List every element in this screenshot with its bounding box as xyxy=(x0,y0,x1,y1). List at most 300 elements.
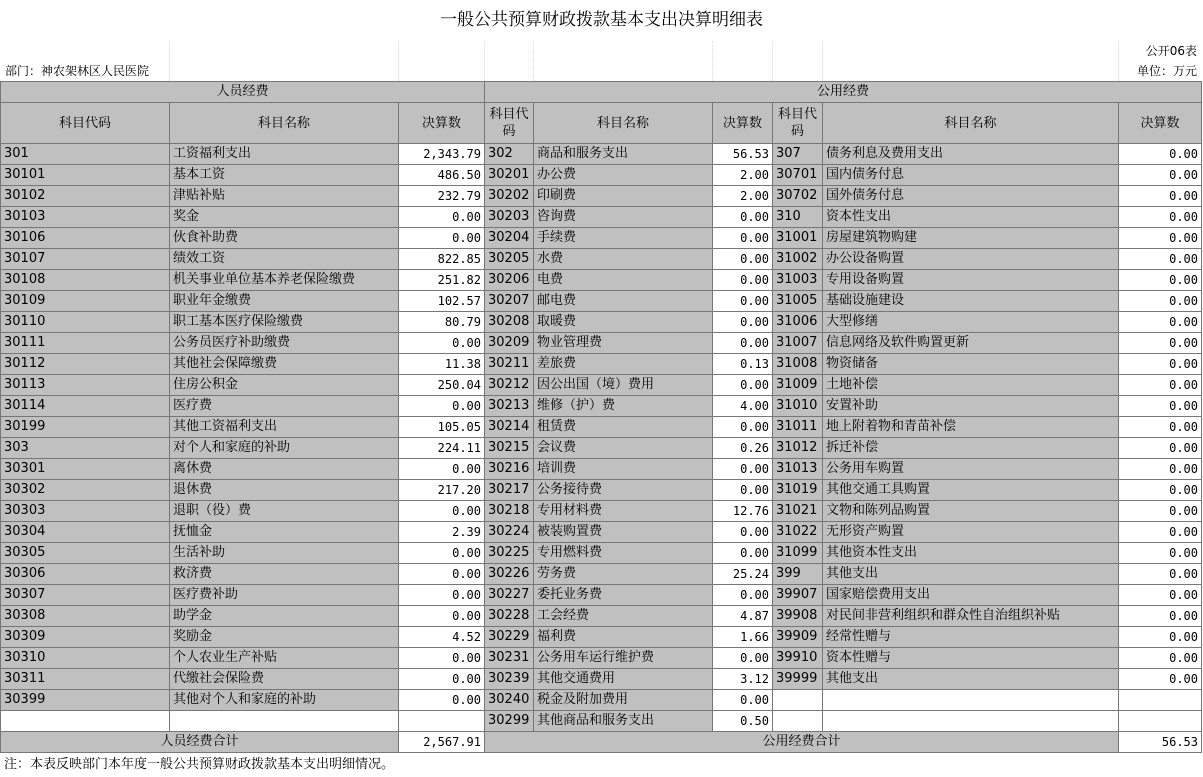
subject-code-cell: 31099 xyxy=(773,543,823,564)
personnel-total-label: 人员经费合计 xyxy=(1,732,399,753)
subject-name-cell: 手续费 xyxy=(534,228,713,249)
subject-name-cell: 水费 xyxy=(534,249,713,270)
subject-code-cell: 30108 xyxy=(1,270,170,291)
amount-cell: 3.12 xyxy=(713,669,773,690)
amount-cell: 0.00 xyxy=(1119,543,1202,564)
header-amount: 决算数 xyxy=(1119,103,1202,144)
subject-code-cell: 30217 xyxy=(485,480,534,501)
subject-code-cell: 30215 xyxy=(485,438,534,459)
amount-cell: 2.00 xyxy=(713,186,773,207)
amount-cell: 0.00 xyxy=(1119,207,1202,228)
subject-name-cell: 国外债务付息 xyxy=(823,186,1119,207)
amount-cell: 0.00 xyxy=(1119,585,1202,606)
subject-name-cell: 公务用车运行维护费 xyxy=(534,648,713,669)
subject-name-cell: 退休费 xyxy=(170,480,399,501)
subject-name-cell: 文物和陈列品购置 xyxy=(823,501,1119,522)
subject-code-cell xyxy=(773,711,823,732)
subject-code-cell: 31010 xyxy=(773,396,823,417)
amount-cell: 0.00 xyxy=(713,228,773,249)
subject-code-cell: 30304 xyxy=(1,522,170,543)
subject-code-cell: 30309 xyxy=(1,627,170,648)
amount-cell: 0.00 xyxy=(713,207,773,228)
subject-name-cell: 办公设备购置 xyxy=(823,249,1119,270)
subject-name-cell: 生活补助 xyxy=(170,543,399,564)
subject-name-cell: 债务利息及费用支出 xyxy=(823,144,1119,165)
subject-name-cell: 物资储备 xyxy=(823,354,1119,375)
subject-name-cell: 国内债务付息 xyxy=(823,165,1119,186)
subject-name-cell: 职业年金缴费 xyxy=(170,291,399,312)
subject-code-cell: 31012 xyxy=(773,438,823,459)
subject-name-cell: 对个人和家庭的补助 xyxy=(170,438,399,459)
subject-code-cell: 31005 xyxy=(773,291,823,312)
table-row xyxy=(1,396,1202,417)
subject-name-cell: 其他对个人和家庭的补助 xyxy=(170,690,399,711)
table-row xyxy=(1,165,1202,186)
subject-name-cell: 信息网络及软件购置更新 xyxy=(823,333,1119,354)
amount-cell: 0.00 xyxy=(713,291,773,312)
department-label: 部门：神农架林区人民医院 xyxy=(5,64,150,78)
subject-code-cell: 31003 xyxy=(773,270,823,291)
subject-name-cell: 个人农业生产补贴 xyxy=(170,648,399,669)
amount-cell: 0.00 xyxy=(399,228,485,249)
subject-name-cell: 办公费 xyxy=(534,165,713,186)
subject-code-cell: 30103 xyxy=(1,207,170,228)
subject-code-cell: 30308 xyxy=(1,606,170,627)
amount-cell: 0.00 xyxy=(1119,291,1202,312)
subject-name-cell: 委托业务费 xyxy=(534,585,713,606)
subject-code-cell: 30102 xyxy=(1,186,170,207)
subject-name-cell: 取暖费 xyxy=(534,312,713,333)
personnel-total-value: 2,567.91 xyxy=(399,732,485,753)
amount-cell: 0.00 xyxy=(399,207,485,228)
subject-name-cell: 职工基本医疗保险缴费 xyxy=(170,312,399,333)
subject-code-cell: 30307 xyxy=(1,585,170,606)
amount-cell: 25.24 xyxy=(713,564,773,585)
amount-cell: 0.00 xyxy=(713,459,773,480)
subject-code-cell: 30306 xyxy=(1,564,170,585)
subject-name-cell xyxy=(170,711,399,732)
amount-cell: 0.00 xyxy=(399,459,485,480)
amount-cell: 2,343.79 xyxy=(399,144,485,165)
amount-cell: 0.00 xyxy=(713,270,773,291)
subject-name-cell: 商品和服务支出 xyxy=(534,144,713,165)
subject-name-cell: 维修（护）费 xyxy=(534,396,713,417)
subject-name-cell: 专用材料费 xyxy=(534,501,713,522)
subject-code-cell: 30113 xyxy=(1,375,170,396)
subject-code-cell: 30311 xyxy=(1,669,170,690)
amount-cell: 0.00 xyxy=(1119,333,1202,354)
subject-code-cell xyxy=(773,690,823,711)
subject-code-cell: 30208 xyxy=(485,312,534,333)
subject-name-cell: 邮电费 xyxy=(534,291,713,312)
subject-name-cell: 津贴补贴 xyxy=(170,186,399,207)
amount-cell: 102.57 xyxy=(399,291,485,312)
subject-code-cell: 31009 xyxy=(773,375,823,396)
subject-code-cell: 30302 xyxy=(1,480,170,501)
amount-cell: 4.00 xyxy=(713,396,773,417)
amount-cell: 0.00 xyxy=(399,669,485,690)
amount-cell: 0.00 xyxy=(713,333,773,354)
amount-cell xyxy=(1119,711,1202,732)
amount-cell xyxy=(399,711,485,732)
amount-cell: 11.38 xyxy=(399,354,485,375)
subject-code-cell: 30106 xyxy=(1,228,170,249)
subject-name-cell: 其他交通费用 xyxy=(534,669,713,690)
subject-name-cell: 奖金 xyxy=(170,207,399,228)
subject-name-cell: 退职（役）费 xyxy=(170,501,399,522)
subject-name-cell: 专用燃料费 xyxy=(534,543,713,564)
subject-code-cell: 307 xyxy=(773,144,823,165)
subject-name-cell: 代缴社会保险费 xyxy=(170,669,399,690)
subject-code-cell: 31013 xyxy=(773,459,823,480)
subject-code-cell: 30224 xyxy=(485,522,534,543)
amount-cell: 0.00 xyxy=(399,690,485,711)
subject-code-cell: 310 xyxy=(773,207,823,228)
subject-name-cell: 救济费 xyxy=(170,564,399,585)
header-name: 科目名称 xyxy=(170,103,399,144)
subject-code-cell: 30399 xyxy=(1,690,170,711)
table-row xyxy=(1,249,1202,270)
amount-cell: 0.00 xyxy=(713,690,773,711)
amount-cell: 2.39 xyxy=(399,522,485,543)
amount-cell: 0.00 xyxy=(1119,648,1202,669)
expenditure-table xyxy=(0,81,1202,753)
subject-name-cell: 伙食补助费 xyxy=(170,228,399,249)
subject-name-cell: 培训费 xyxy=(534,459,713,480)
subject-name-cell: 地上附着物和青苗补偿 xyxy=(823,417,1119,438)
subject-code-cell: 30101 xyxy=(1,165,170,186)
subject-code-cell: 30114 xyxy=(1,396,170,417)
table-row xyxy=(1,270,1202,291)
table-row xyxy=(1,186,1202,207)
subject-code-cell: 30239 xyxy=(485,669,534,690)
subject-code-cell: 303 xyxy=(1,438,170,459)
subject-name-cell: 机关事业单位基本养老保险缴费 xyxy=(170,270,399,291)
subject-code-cell: 30211 xyxy=(485,354,534,375)
subject-code-cell: 30111 xyxy=(1,333,170,354)
subject-code-cell: 31019 xyxy=(773,480,823,501)
subject-name-cell: 差旅费 xyxy=(534,354,713,375)
subject-code-cell: 30199 xyxy=(1,417,170,438)
subject-code-cell: 31021 xyxy=(773,501,823,522)
subject-name-cell xyxy=(823,711,1119,732)
amount-cell: 4.52 xyxy=(399,627,485,648)
header-amount: 决算数 xyxy=(399,103,485,144)
subject-code-cell: 30109 xyxy=(1,291,170,312)
amount-cell: 1.66 xyxy=(713,627,773,648)
subject-code-cell: 30110 xyxy=(1,312,170,333)
column-header-row xyxy=(1,103,1202,144)
subject-name-cell: 税金及附加费用 xyxy=(534,690,713,711)
subject-name-cell: 离休费 xyxy=(170,459,399,480)
subject-name-cell: 公务用车购置 xyxy=(823,459,1119,480)
table-row xyxy=(1,543,1202,564)
amount-cell: 105.05 xyxy=(399,417,485,438)
header-amount: 决算数 xyxy=(713,103,773,144)
header-code: 科目代码 xyxy=(1,103,170,144)
unit-label: 单位：万元 xyxy=(1136,64,1197,78)
subject-code-cell: 30231 xyxy=(485,648,534,669)
table-row xyxy=(1,501,1202,522)
amount-cell: 0.00 xyxy=(1119,249,1202,270)
header-code: 科目代码 xyxy=(485,103,534,144)
subject-name-cell: 工会经费 xyxy=(534,606,713,627)
subject-code-cell: 31008 xyxy=(773,354,823,375)
subject-code-cell: 30107 xyxy=(1,249,170,270)
amount-cell: 56.53 xyxy=(713,144,773,165)
amount-cell: 0.50 xyxy=(713,711,773,732)
subject-code-cell: 30702 xyxy=(773,186,823,207)
subject-code-cell: 399 xyxy=(773,564,823,585)
amount-cell: 0.00 xyxy=(1119,270,1202,291)
amount-cell: 0.00 xyxy=(1119,312,1202,333)
amount-cell: 0.00 xyxy=(713,543,773,564)
amount-cell: 251.82 xyxy=(399,270,485,291)
amount-cell: 12.76 xyxy=(713,501,773,522)
subject-code-cell: 31006 xyxy=(773,312,823,333)
amount-cell: 0.00 xyxy=(713,522,773,543)
subject-name-cell: 其他工资福利支出 xyxy=(170,417,399,438)
subject-name-cell: 房屋建筑物购建 xyxy=(823,228,1119,249)
subject-code-cell: 30202 xyxy=(485,186,534,207)
header-name: 科目名称 xyxy=(823,103,1119,144)
subject-name-cell: 被装购置费 xyxy=(534,522,713,543)
subject-code-cell: 301 xyxy=(1,144,170,165)
subject-name-cell xyxy=(823,690,1119,711)
amount-cell: 0.00 xyxy=(399,606,485,627)
form-code-row xyxy=(0,41,1203,61)
amount-cell: 0.00 xyxy=(1119,459,1202,480)
amount-cell: 0.00 xyxy=(399,333,485,354)
subject-code-cell: 31022 xyxy=(773,522,823,543)
subject-name-cell: 其他商品和服务支出 xyxy=(534,711,713,732)
table-row xyxy=(1,480,1202,501)
subject-name-cell: 医疗费补助 xyxy=(170,585,399,606)
subject-name-cell: 经常性赠与 xyxy=(823,627,1119,648)
amount-cell: 224.11 xyxy=(399,438,485,459)
subject-code-cell: 31001 xyxy=(773,228,823,249)
subject-name-cell: 资本性支出 xyxy=(823,207,1119,228)
amount-cell: 0.00 xyxy=(399,564,485,585)
amount-cell: 2.00 xyxy=(713,165,773,186)
table-row xyxy=(1,669,1202,690)
header-code: 科目代码 xyxy=(773,103,823,144)
subject-code-cell: 30213 xyxy=(485,396,534,417)
amount-cell: 80.79 xyxy=(399,312,485,333)
subject-code-cell: 30303 xyxy=(1,501,170,522)
amount-cell: 250.04 xyxy=(399,375,485,396)
table-row xyxy=(1,207,1202,228)
amount-cell: 0.00 xyxy=(399,648,485,669)
subject-code-cell: 30214 xyxy=(485,417,534,438)
subject-name-cell: 公务员医疗补助缴费 xyxy=(170,333,399,354)
subject-name-cell: 专用设备购置 xyxy=(823,270,1119,291)
amount-cell: 0.00 xyxy=(399,396,485,417)
subject-code-cell: 30701 xyxy=(773,165,823,186)
table-row xyxy=(1,648,1202,669)
subject-code-cell: 30310 xyxy=(1,648,170,669)
subject-code-cell: 30209 xyxy=(485,333,534,354)
subject-code-cell: 30112 xyxy=(1,354,170,375)
subject-code-cell: 30226 xyxy=(485,564,534,585)
amount-cell: 0.00 xyxy=(713,480,773,501)
table-row xyxy=(1,627,1202,648)
group-public: 公用经费 xyxy=(485,82,1202,103)
group-header-row xyxy=(1,82,1202,103)
subject-code-cell: 31002 xyxy=(773,249,823,270)
subject-code-cell: 30305 xyxy=(1,543,170,564)
amount-cell: 0.13 xyxy=(713,354,773,375)
subject-code-cell: 30240 xyxy=(485,690,534,711)
table-row xyxy=(1,690,1202,711)
subject-code-cell: 30205 xyxy=(485,249,534,270)
subject-code-cell: 30225 xyxy=(485,543,534,564)
amount-cell: 0.00 xyxy=(1119,396,1202,417)
subject-name-cell: 国家赔偿费用支出 xyxy=(823,585,1119,606)
subject-name-cell: 工资福利支出 xyxy=(170,144,399,165)
amount-cell: 217.20 xyxy=(399,480,485,501)
subject-name-cell: 住房公积金 xyxy=(170,375,399,396)
subject-name-cell: 其他资本性支出 xyxy=(823,543,1119,564)
subject-name-cell: 土地补偿 xyxy=(823,375,1119,396)
header-name: 科目名称 xyxy=(534,103,713,144)
amount-cell: 0.00 xyxy=(1119,144,1202,165)
amount-cell: 0.00 xyxy=(1119,186,1202,207)
amount-cell: 0.00 xyxy=(1119,627,1202,648)
subject-code-cell: 30301 xyxy=(1,459,170,480)
table-row xyxy=(1,438,1202,459)
table-row xyxy=(1,522,1202,543)
subject-name-cell: 印刷费 xyxy=(534,186,713,207)
subject-code-cell: 30228 xyxy=(485,606,534,627)
subject-name-cell: 租赁费 xyxy=(534,417,713,438)
subject-name-cell: 无形资产购置 xyxy=(823,522,1119,543)
subject-name-cell: 咨询费 xyxy=(534,207,713,228)
subject-code-cell: 30227 xyxy=(485,585,534,606)
subject-code-cell: 30299 xyxy=(485,711,534,732)
amount-cell xyxy=(1119,690,1202,711)
subject-code-cell: 30229 xyxy=(485,627,534,648)
subject-code-cell: 30206 xyxy=(485,270,534,291)
subject-code-cell: 30204 xyxy=(485,228,534,249)
amount-cell: 0.00 xyxy=(1119,375,1202,396)
amount-cell: 0.00 xyxy=(1119,564,1202,585)
subject-name-cell: 其他支出 xyxy=(823,564,1119,585)
amount-cell: 0.00 xyxy=(713,312,773,333)
subject-name-cell: 因公出国（境）费用 xyxy=(534,375,713,396)
table-row xyxy=(1,606,1202,627)
public-total-label: 公用经费合计 xyxy=(485,732,1119,753)
subject-code-cell: 39999 xyxy=(773,669,823,690)
amount-cell: 0.00 xyxy=(399,585,485,606)
table-row xyxy=(1,228,1202,249)
table-row xyxy=(1,144,1202,165)
subject-name-cell: 大型修缮 xyxy=(823,312,1119,333)
amount-cell: 0.00 xyxy=(1119,522,1202,543)
amount-cell: 232.79 xyxy=(399,186,485,207)
subject-code-cell: 39910 xyxy=(773,648,823,669)
table-row xyxy=(1,585,1202,606)
subject-name-cell: 其他支出 xyxy=(823,669,1119,690)
subject-name-cell: 对民间非营利组织和群众性自治组织补贴 xyxy=(823,606,1119,627)
table-row xyxy=(1,417,1202,438)
subject-code-cell: 30216 xyxy=(485,459,534,480)
table-row xyxy=(1,375,1202,396)
subject-code-cell: 30207 xyxy=(485,291,534,312)
subject-code-cell: 31007 xyxy=(773,333,823,354)
table-row xyxy=(1,333,1202,354)
subject-code-cell: 39907 xyxy=(773,585,823,606)
subject-name-cell: 安置补助 xyxy=(823,396,1119,417)
amount-cell: 0.00 xyxy=(1119,480,1202,501)
subject-code-cell: 302 xyxy=(485,144,534,165)
subject-name-cell: 资本性赠与 xyxy=(823,648,1119,669)
amount-cell: 4.87 xyxy=(713,606,773,627)
subject-name-cell: 劳务费 xyxy=(534,564,713,585)
table-row xyxy=(1,312,1202,333)
subject-code-cell xyxy=(1,711,170,732)
amount-cell: 0.00 xyxy=(1119,417,1202,438)
table-row xyxy=(1,291,1202,312)
amount-cell: 0.00 xyxy=(713,585,773,606)
subject-name-cell: 物业管理费 xyxy=(534,333,713,354)
amount-cell: 0.00 xyxy=(1119,669,1202,690)
amount-cell: 0.00 xyxy=(1119,501,1202,522)
subject-code-cell: 30218 xyxy=(485,501,534,522)
amount-cell: 0.00 xyxy=(1119,228,1202,249)
table-row xyxy=(1,564,1202,585)
subject-name-cell: 公务接待费 xyxy=(534,480,713,501)
amount-cell: 0.00 xyxy=(713,417,773,438)
subject-code-cell: 30212 xyxy=(485,375,534,396)
subject-name-cell: 拆迁补偿 xyxy=(823,438,1119,459)
subject-name-cell: 会议费 xyxy=(534,438,713,459)
subject-name-cell: 电费 xyxy=(534,270,713,291)
amount-cell: 0.00 xyxy=(713,375,773,396)
public-total-value: 56.53 xyxy=(1119,732,1202,753)
amount-cell: 486.50 xyxy=(399,165,485,186)
subject-name-cell: 基础设施建设 xyxy=(823,291,1119,312)
subject-name-cell: 其他交通工具购置 xyxy=(823,480,1119,501)
table-row xyxy=(1,711,1202,732)
subject-name-cell: 医疗费 xyxy=(170,396,399,417)
amount-cell: 822.85 xyxy=(399,249,485,270)
subject-name-cell: 福利费 xyxy=(534,627,713,648)
subject-name-cell: 奖励金 xyxy=(170,627,399,648)
subject-name-cell: 抚恤金 xyxy=(170,522,399,543)
subject-name-cell: 基本工资 xyxy=(170,165,399,186)
table-row xyxy=(1,459,1202,480)
subject-code-cell: 39909 xyxy=(773,627,823,648)
table-note: 注：本表反映部门本年度一般公共预算财政拨款基本支出明细情况。 xyxy=(4,757,395,772)
amount-cell: 0.26 xyxy=(713,438,773,459)
table-row xyxy=(1,354,1202,375)
page-title: 一般公共预算财政拨款基本支出决算明细表 xyxy=(440,10,763,30)
subject-name-cell: 其他社会保障缴费 xyxy=(170,354,399,375)
subject-code-cell: 30201 xyxy=(485,165,534,186)
subject-code-cell: 30203 xyxy=(485,207,534,228)
amount-cell: 0.00 xyxy=(1119,438,1202,459)
amount-cell: 0.00 xyxy=(713,648,773,669)
subject-code-cell: 39908 xyxy=(773,606,823,627)
amount-cell: 0.00 xyxy=(713,249,773,270)
amount-cell: 0.00 xyxy=(399,543,485,564)
amount-cell: 0.00 xyxy=(1119,354,1202,375)
department-row xyxy=(0,61,1203,81)
subject-name-cell: 助学金 xyxy=(170,606,399,627)
form-code: 公开06表 xyxy=(1145,44,1197,58)
amount-cell: 0.00 xyxy=(1119,606,1202,627)
